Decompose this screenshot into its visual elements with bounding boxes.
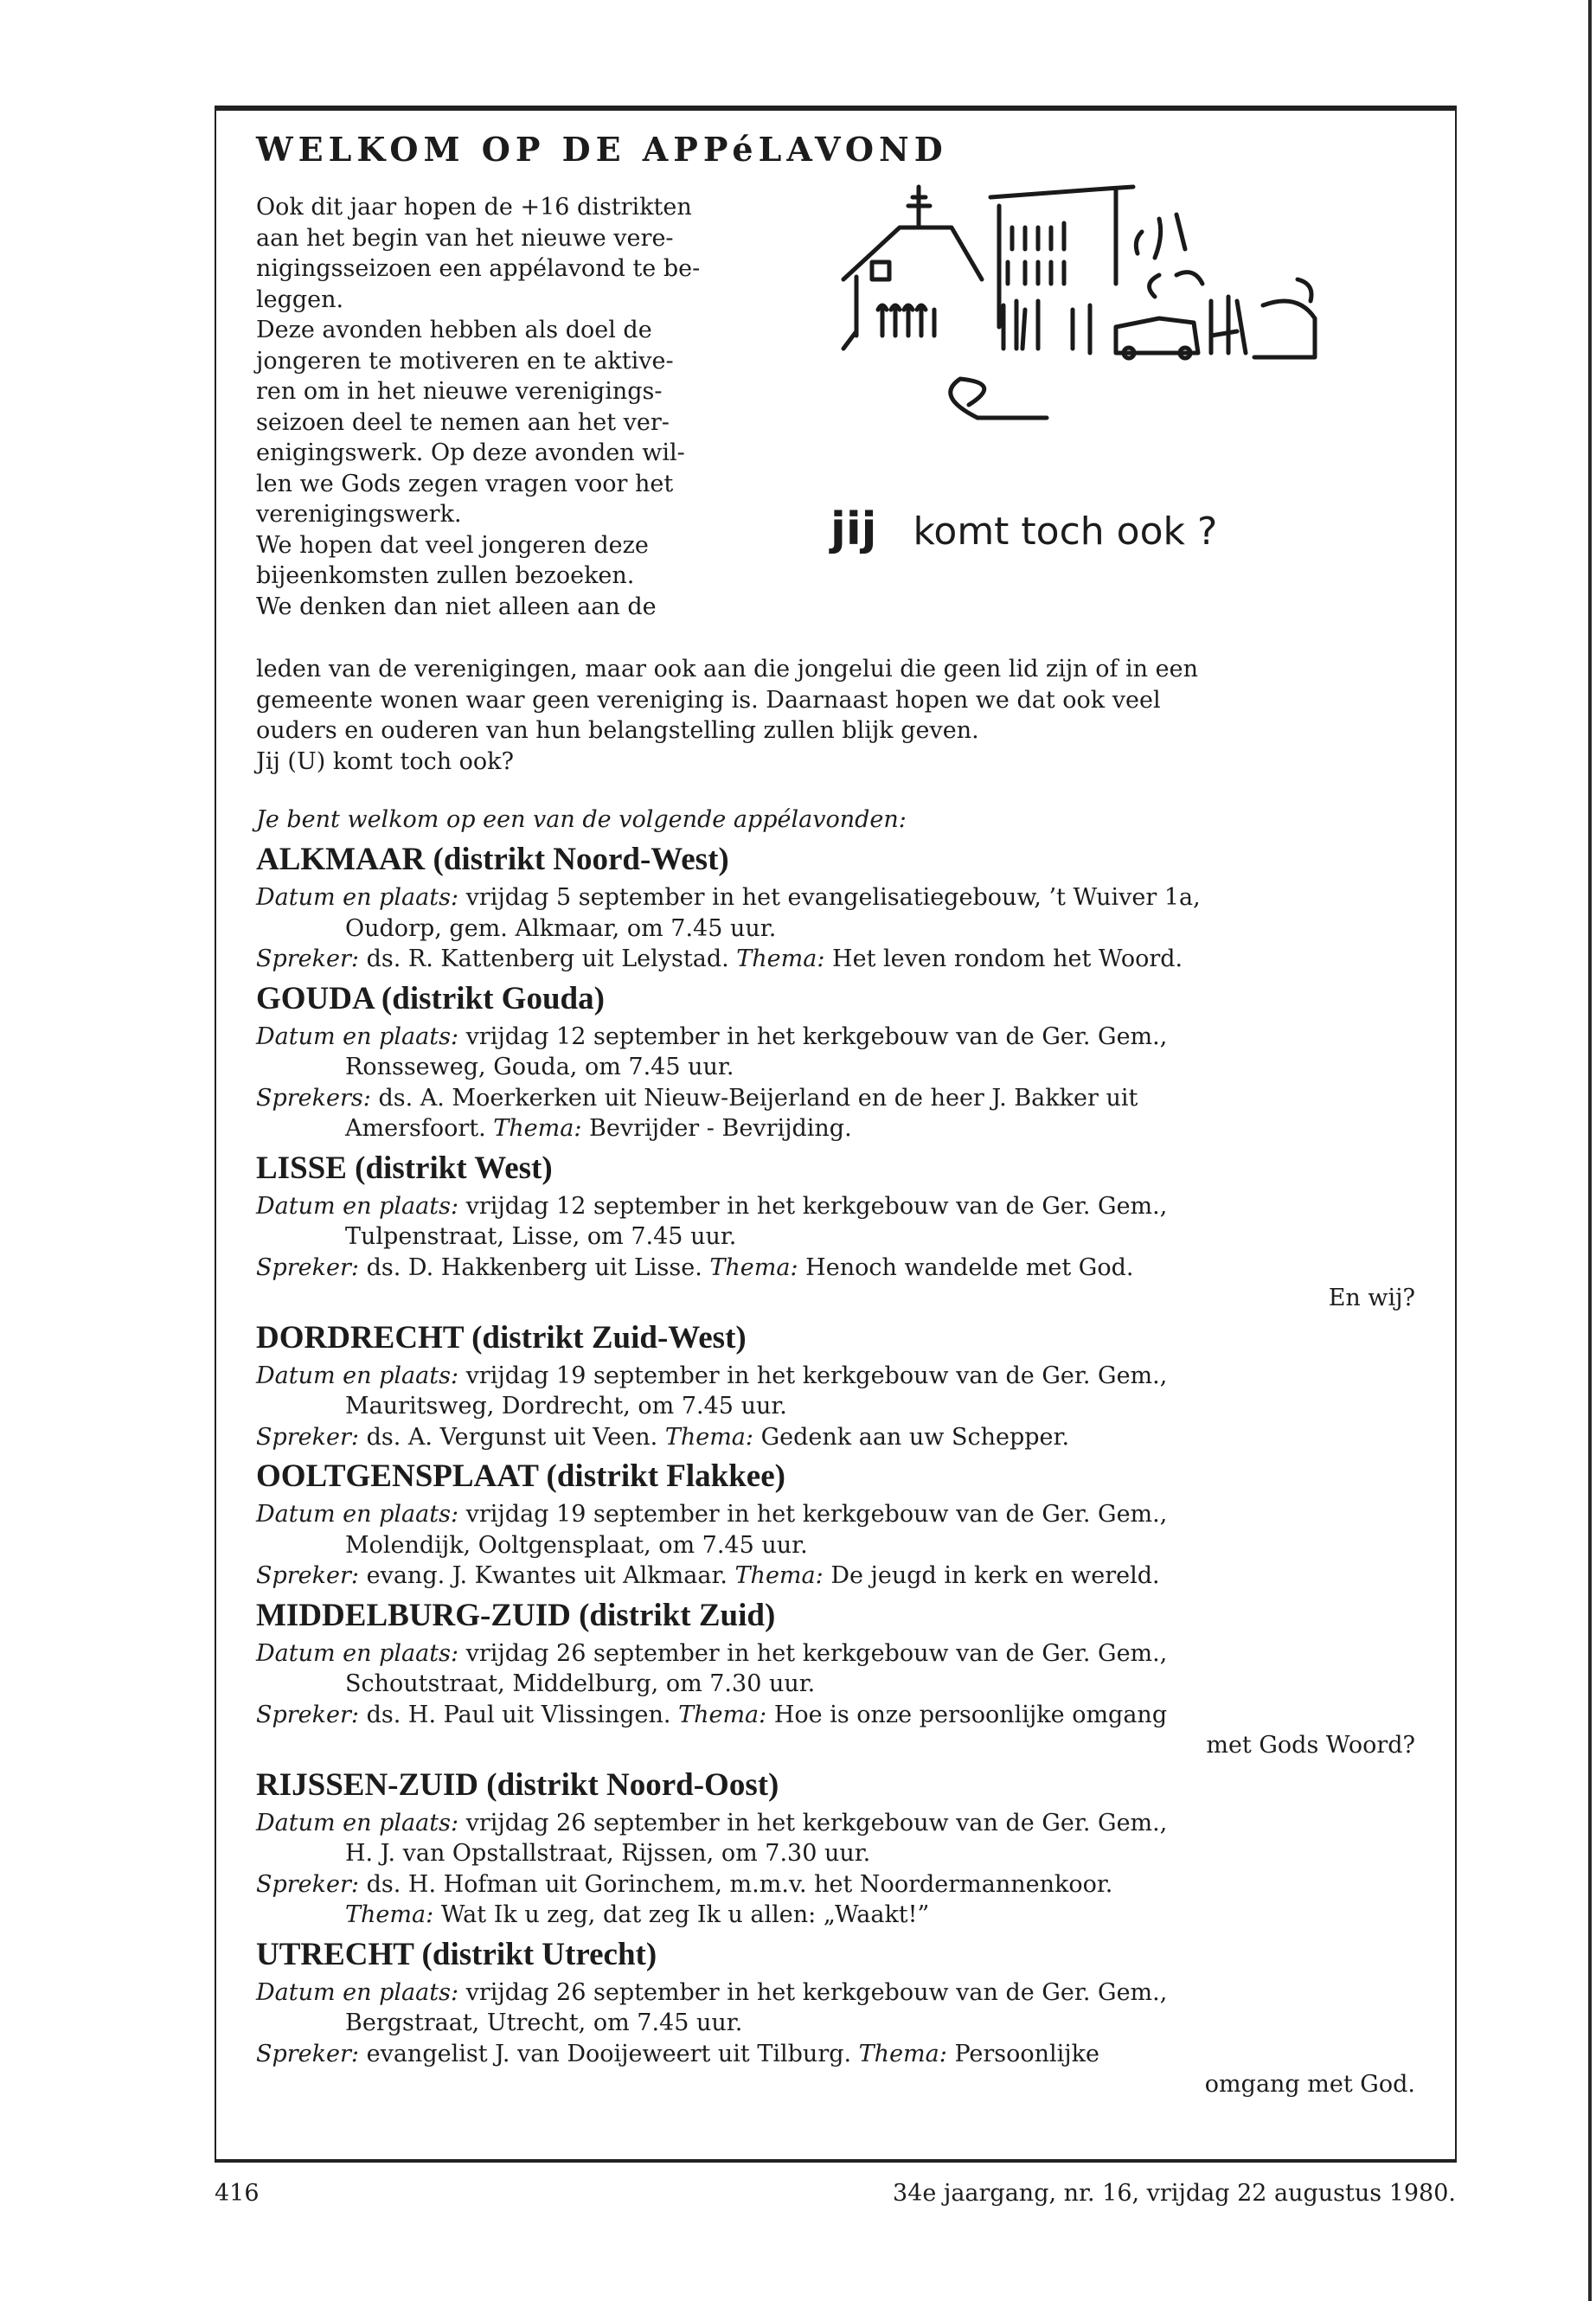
theme-value: Hoe is onze persoonlijke omgang	[766, 1701, 1168, 1728]
field-label: Datum en plaats:	[256, 1978, 459, 2006]
intro-line: bijeenkomsten zullen bezoeken.	[256, 562, 635, 589]
event-block	[256, 1597, 1415, 1761]
event-heading: LISSE (distrikt West)	[256, 1150, 553, 1186]
event-line	[256, 2008, 1415, 2039]
field-label: Datum en plaats:	[256, 1809, 459, 1836]
event-line	[256, 1221, 1415, 1253]
event-block	[256, 1766, 1415, 1931]
invite-line: Je bent welkom op een van de volgende appélavonden:	[256, 806, 907, 833]
event-line	[256, 913, 1415, 945]
event-heading: DORDRECHT (distrikt Zuid-West)	[256, 1319, 747, 1356]
event-line	[256, 1530, 1415, 1561]
event-line-right: omgang met God.	[1204, 2071, 1415, 2098]
event-line	[256, 1113, 1415, 1144]
event-line	[256, 1838, 1415, 1869]
field-value: ds. D. Hakkenberg uit Lisse.	[359, 1253, 710, 1281]
field-value: vrijdag 12 september in het kerkgebouw van de Ger. Gem.,	[458, 1192, 1168, 1220]
intro-line: Deze avonden hebben als doel de	[256, 317, 652, 343]
intro-line: Ook dit jaar hopen de +16 distrikten	[256, 194, 692, 221]
field-value: ds. A. Vergunst uit Veen.	[359, 1423, 665, 1451]
field-label: Spreker:	[256, 945, 360, 972]
intro-line: We hopen dat veel jongeren deze	[256, 531, 649, 559]
slogan-jij: jij	[830, 503, 877, 555]
field-value: H. J. van Opstallstraat, Rijssen, om 7.30 uur.	[345, 1840, 871, 1867]
field-label: Datum en plaats:	[256, 884, 459, 911]
theme-label: Thema:	[493, 1115, 582, 1142]
intro-line: enigingswerk. Op deze avonden wil-	[256, 439, 685, 466]
intro-column	[256, 192, 836, 622]
event-line	[256, 1700, 1415, 1731]
field-label: Spreker:	[256, 1562, 360, 1589]
field-label: Datum en plaats:	[256, 1192, 459, 1220]
event-line-right: met Gods Woord?	[1206, 1732, 1415, 1759]
field-value: Ronsseweg, Gouda, om 7.45 uur.	[345, 1054, 734, 1080]
church-and-youth-drawing	[830, 180, 1419, 431]
intro-line: aan het begin van het nieuwe vere-	[256, 224, 674, 252]
field-value: vrijdag 19 september in het kerkgebouw van de Ger. Gem.,	[458, 1501, 1168, 1528]
event-line	[256, 1052, 1415, 1083]
intro-line: verenigingswerk.	[256, 501, 462, 528]
field-label: Datum en plaats:	[256, 1639, 459, 1667]
event-line	[256, 1638, 1415, 1670]
field-value: vrijdag 26 september in het kerkgebouw van de Ger. Gem.,	[458, 1809, 1168, 1836]
event-line	[256, 1900, 1415, 1931]
field-label: Spreker:	[256, 1701, 360, 1728]
field-value: ds. R. Kattenberg uit Lelystad.	[359, 945, 737, 972]
event-line	[256, 1808, 1415, 1839]
field-value: Amersfoort.	[345, 1115, 494, 1142]
field-value: vrijdag 12 september in het kerkgebouw van de Ger. Gem.,	[458, 1022, 1168, 1050]
event-line	[256, 1669, 1415, 1700]
intro-line: len we Gods zegen vragen voor het	[256, 470, 674, 497]
theme-value: Persoonlijke	[946, 2040, 1100, 2067]
paragraph-line: gemeente wonen waar geen vereniging is. Daarnaast hopen we dat ook veel	[256, 686, 1161, 714]
issue-line: 34e jaargang, nr. 16, vrijdag 22 augustus 1980.	[893, 2180, 1456, 2207]
event-line	[256, 1083, 1415, 1114]
theme-value: De jeugd in kerk en wereld.	[823, 1562, 1160, 1589]
theme-value: Bevrijder - Bevrijding.	[581, 1115, 852, 1142]
intro-line: jongeren te motiveren en te aktive-	[256, 347, 674, 375]
event-block	[256, 1458, 1415, 1592]
field-label: Datum en plaats:	[256, 1501, 459, 1528]
field-value: vrijdag 19 september in het kerkgebouw van de Ger. Gem.,	[458, 1362, 1168, 1389]
event-block	[256, 841, 1415, 975]
field-value: Tulpenstraat, Lisse, om 7.45 uur.	[345, 1223, 737, 1250]
field-value: Molendijk, Ooltgensplaat, om 7.45 uur.	[345, 1531, 808, 1559]
field-value: ds. H. Paul uit Vlissingen.	[359, 1701, 679, 1728]
theme-label: Thema:	[709, 1253, 798, 1281]
event-line	[256, 1869, 1415, 1900]
event-line	[256, 1422, 1415, 1453]
event-line-right: En wij?	[1328, 1285, 1415, 1311]
paragraph-line: leden van de verenigingen, maar ook aan die jongelui die geen lid zijn of in een	[256, 656, 1199, 683]
field-value: ds. A. Moerkerken uit Nieuw-Beijerland en de heer J. Bakker uit	[370, 1084, 1138, 1112]
full-width-paragraph	[256, 654, 1415, 777]
paragraph-line: ouders en ouderen van hun belangstelling zullen blijk geven.	[256, 717, 979, 744]
frame-top-rule	[215, 106, 1457, 110]
field-value: vrijdag 26 september in het kerkgebouw van de Ger. Gem.,	[458, 1639, 1168, 1667]
event-line	[256, 1561, 1415, 1592]
event-list	[256, 841, 1415, 2106]
event-block	[256, 980, 1415, 1144]
theme-label: Thema:	[345, 1901, 434, 1928]
field-label: Datum en plaats:	[256, 1362, 459, 1389]
field-value: Bergstraat, Utrecht, om 7.45 uur.	[345, 2009, 743, 2036]
event-heading: UTRECHT (distrikt Utrecht)	[256, 1936, 657, 1972]
field-label: Spreker:	[256, 1870, 360, 1898]
page-edge-rule	[1588, 0, 1592, 2301]
event-heading: OOLTGENSPLAAT (distrikt Flakkee)	[256, 1458, 785, 1494]
field-value: Oudorp, gem. Alkmaar, om 7.45 uur.	[345, 914, 777, 942]
event-line	[256, 944, 1415, 975]
page-number: 416	[215, 2180, 260, 2207]
event-line	[256, 2039, 1415, 2070]
theme-label: Thema:	[734, 1562, 824, 1589]
intro-line: leggen.	[256, 285, 344, 313]
field-label: Spreker:	[256, 1253, 360, 1281]
intro-line: nigingsseizoen een appélavond te be-	[256, 255, 701, 282]
frame-bottom-rule	[215, 2159, 1457, 2163]
event-line	[256, 1499, 1415, 1530]
event-line	[256, 1361, 1415, 1392]
event-block	[256, 1319, 1415, 1453]
event-block	[256, 1936, 1415, 2100]
intro-line: ren om in het nieuwe verenigings-	[256, 378, 663, 405]
event-heading: ALKMAAR (distrikt Noord-West)	[256, 842, 729, 877]
field-label: Sprekers:	[256, 1084, 371, 1112]
article-title: WELKOM OP DE APPéLAVOND	[256, 130, 948, 169]
event-heading: MIDDELBURG-ZUID (distrikt Zuid)	[256, 1597, 776, 1633]
theme-label: Thema:	[858, 2040, 947, 2067]
theme-value: Wat Ik u zeg, dat zeg Ik u allen: „Waakt!”	[433, 1901, 930, 1928]
field-value: ds. H. Hofman uit Gorinchem, m.m.v. het Noordermannenkoor.	[359, 1870, 1113, 1898]
theme-label: Thema:	[664, 1423, 753, 1451]
paragraph-line: Jij (U) komt toch ook?	[256, 747, 515, 775]
theme-value: Henoch wandelde met God.	[798, 1253, 1134, 1281]
field-value: Schoutstraat, Middelburg, om 7.30 uur.	[345, 1670, 816, 1697]
theme-value: Gedenk aan uw Schepper.	[753, 1423, 1070, 1451]
field-value: vrijdag 26 september in het kerkgebouw van de Ger. Gem.,	[458, 1978, 1168, 2006]
event-line	[256, 1977, 1415, 2009]
event-block	[256, 1150, 1415, 1314]
event-line	[256, 882, 1415, 913]
field-value: evangelist J. van Dooijeweert uit Tilburg.	[359, 2040, 859, 2067]
field-value: Mauritsweg, Dordrecht, om 7.45 uur.	[345, 1393, 787, 1420]
event-line	[256, 1253, 1415, 1284]
event-line	[256, 1022, 1415, 1053]
theme-value: Het leven rondom het Woord.	[824, 945, 1183, 972]
intro-line: We denken dan niet alleen aan de	[256, 593, 657, 620]
event-heading: GOUDA (distrikt Gouda)	[256, 980, 605, 1016]
slogan-rest: komt toch ook ?	[913, 510, 1218, 554]
theme-label: Thema:	[678, 1701, 767, 1728]
field-label: Datum en plaats:	[256, 1022, 459, 1050]
event-line	[256, 1391, 1415, 1422]
event-heading: RIJSSEN-ZUID (distrikt Noord-Oost)	[256, 1766, 779, 1803]
intro-line: seizoen deel te nemen aan het ver-	[256, 408, 670, 436]
field-value: vrijdag 5 september in het evangelisatiegebouw, ’t Wuiver 1a,	[458, 884, 1201, 911]
event-line	[256, 1191, 1415, 1222]
field-label: Spreker:	[256, 2040, 360, 2067]
field-value: evang. J. Kwantes uit Alkmaar.	[359, 1562, 735, 1589]
field-label: Spreker:	[256, 1423, 360, 1451]
theme-label: Thema:	[736, 945, 825, 972]
slogan	[830, 503, 1217, 555]
